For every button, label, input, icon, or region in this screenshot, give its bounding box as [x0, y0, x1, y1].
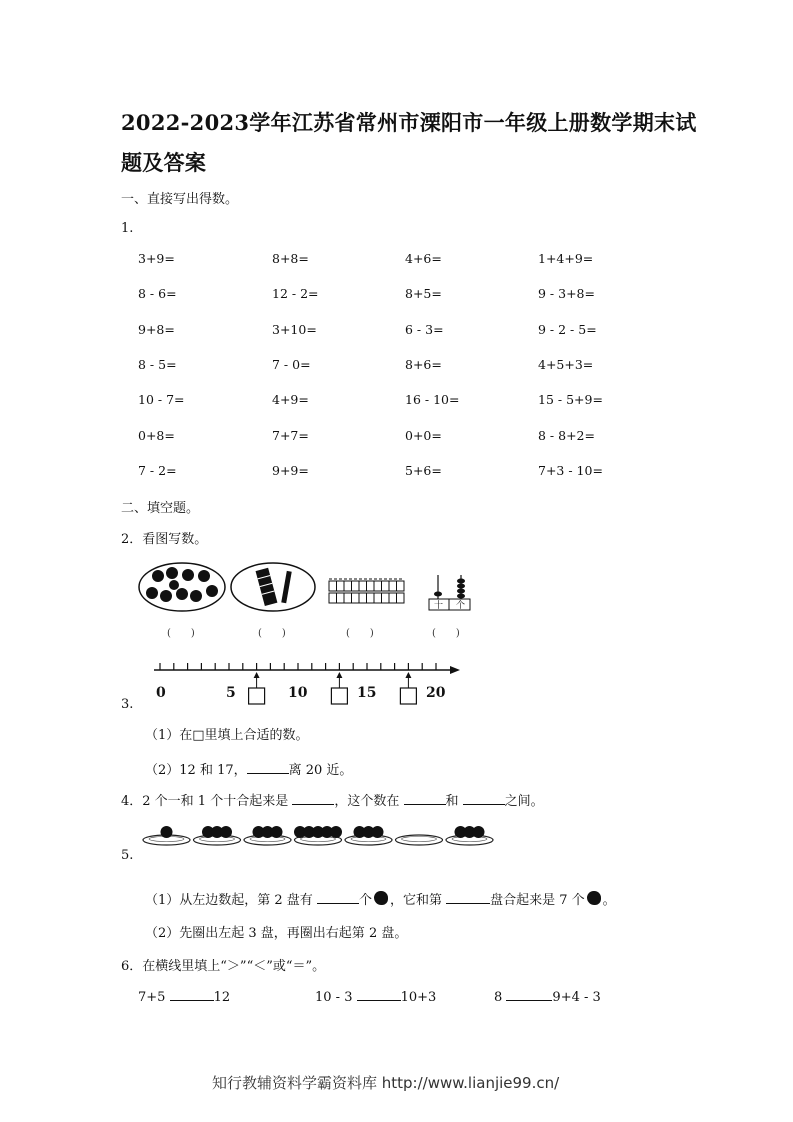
equation-item: 12 - 2=: [272, 286, 319, 302]
q4-text-d: 之间。: [504, 794, 544, 809]
q6-item-2-left: 10 - 3: [315, 990, 353, 1005]
equation-item: 8+6=: [405, 356, 442, 372]
numberline-label-0: 0: [156, 685, 166, 701]
q6-blank-1[interactable]: [170, 988, 214, 1001]
equation-item: 7+7=: [272, 427, 309, 443]
apples-oval-figure: [138, 561, 228, 613]
equation-item: 7 - 2=: [138, 462, 177, 478]
sticks-oval-figure: [230, 561, 318, 613]
q4-blank-3[interactable]: [463, 792, 505, 805]
abacus-tens-label: 十: [434, 601, 444, 611]
q4-text-a: 4．2 个一和 1 个十合起来是: [121, 794, 289, 809]
q3-number: 3.: [121, 697, 134, 712]
numberline-pointer-head: [254, 672, 260, 678]
q3-answer-blank[interactable]: [247, 761, 289, 774]
q1-number: 1.: [121, 221, 134, 236]
equation-item: 9 - 3+8=: [538, 286, 595, 302]
q5-part1-text-c: ，它和第: [389, 893, 442, 908]
page-title-line1: 2022-2023学年江苏省常州市溧阳市一年级上册数学期末试: [121, 110, 697, 135]
equation-item: 9+8=: [138, 321, 175, 337]
answer-paren-1[interactable]: ( ): [167, 628, 195, 639]
numberline-label-15: 15: [357, 685, 377, 701]
fruit-icon: [587, 891, 601, 905]
numberline-label-10: 10: [288, 685, 308, 701]
q6-item-2: [315, 988, 436, 1005]
equation-item: 1+4+9=: [538, 251, 594, 266]
fruit: [473, 826, 485, 838]
abacus-ones-label: 个: [456, 601, 466, 611]
q4-text-b: ，这个数在: [334, 794, 400, 809]
q5-part1-text-d: 盘合起来是 7 个: [490, 893, 585, 908]
equation-item: 4+5+3=: [538, 356, 594, 372]
numberline-label-5: 5: [226, 685, 236, 701]
fruit: [220, 826, 232, 838]
q4-text-c: 和: [445, 794, 459, 809]
equation-item: 16 - 10=: [405, 392, 460, 408]
q4-line: [121, 790, 544, 809]
cubes-figure: [327, 577, 407, 607]
equation-item: 9 - 2 - 5=: [538, 321, 597, 337]
page-title-line2: 题及答案: [121, 150, 207, 175]
equation-item: 5+6=: [405, 462, 442, 478]
equation-item: 4+9=: [272, 392, 309, 408]
equation-item: 15 - 5+9=: [538, 392, 603, 408]
q6-item-1-left: 7+5: [138, 990, 166, 1005]
q5-blank-2[interactable]: [446, 891, 490, 904]
fruit: [161, 826, 173, 838]
section1-heading: 一、直接写出得数。: [121, 192, 239, 207]
equation-item: 10 - 7=: [138, 392, 185, 408]
answer-paren-4[interactable]: ( ): [432, 628, 460, 639]
numberline-pointer-head: [336, 672, 342, 678]
q2-text: 2．看图写数。: [121, 532, 208, 547]
q6-text: 6．在横线里填上“＞”“＜”或“＝”。: [121, 959, 326, 974]
answer-paren-2[interactable]: ( ): [258, 628, 286, 639]
q5-part1-text-b: 个: [358, 893, 372, 908]
equation-item: 8+8=: [272, 251, 309, 266]
numberline-pointer-head: [405, 672, 411, 678]
equation-item: 0+8=: [138, 427, 175, 443]
numberline-answer-box: [331, 688, 347, 704]
fruit: [330, 826, 342, 838]
q3-part2: [145, 759, 352, 778]
q6-blank-3[interactable]: [506, 988, 552, 1001]
numberline-answer-box: [249, 688, 265, 704]
q6-item-1-right: 12: [213, 990, 231, 1005]
section2-heading: 二、填空题。: [121, 501, 200, 516]
equation-item: 3+10=: [272, 321, 317, 337]
q6-item-1: [138, 988, 230, 1005]
equation-item: 7+3 - 10=: [538, 462, 603, 478]
q5-part1-text-a: （1）从左边数起，第 2 盘有: [145, 893, 313, 908]
q5-part2: （2）先圈出左起 3 盘，再圈出右起第 2 盘。: [145, 926, 408, 941]
q3-part2-text-a: （2）12 和 17，: [145, 763, 247, 778]
fruit: [372, 826, 384, 838]
q5-blank-1[interactable]: [317, 891, 359, 904]
equation-item: 3+9=: [138, 251, 175, 266]
plates-figure: [143, 820, 503, 850]
equation-item: 6 - 3=: [405, 321, 444, 337]
q5-part1: [145, 889, 616, 908]
equation-item: 4+6=: [405, 251, 442, 266]
q5-part1-text-e: 。: [602, 893, 616, 908]
q3-part2-text-b: 离 20 近。: [288, 763, 353, 778]
equation-item: 7 - 0=: [272, 356, 311, 372]
q4-blank-2[interactable]: [404, 792, 446, 805]
q3-part1: （1）在□里填上合适的数。: [145, 728, 309, 743]
fruit: [271, 826, 283, 838]
equation-item: 8 - 6=: [138, 286, 177, 302]
q6-item-2-right: 10+3: [400, 990, 437, 1005]
q4-blank-1[interactable]: [292, 792, 334, 805]
equation-item: 9+9=: [272, 462, 309, 478]
q6-item-3-left: 8: [494, 990, 503, 1005]
q5-number: 5.: [121, 848, 134, 863]
equation-item: 8 - 5=: [138, 356, 177, 372]
equation-item: 8 - 8+2=: [538, 427, 595, 443]
footer-watermark: 知行教辅资料学霸资料库 http://www.lianjie99.cn/: [212, 1074, 560, 1092]
q6-item-3-right: 9+4 - 3: [552, 990, 601, 1005]
numberline-answer-box: [400, 688, 416, 704]
q6-item-3: [494, 988, 601, 1005]
numberline-arrowhead: [450, 666, 460, 674]
equation-item: 8+5=: [405, 286, 442, 302]
answer-paren-3[interactable]: ( ): [346, 628, 374, 639]
q6-blank-2[interactable]: [357, 988, 401, 1001]
equation-item: 0+0=: [405, 427, 442, 443]
numberline-label-20: 20: [426, 685, 446, 701]
fruit-icon: [374, 891, 388, 905]
